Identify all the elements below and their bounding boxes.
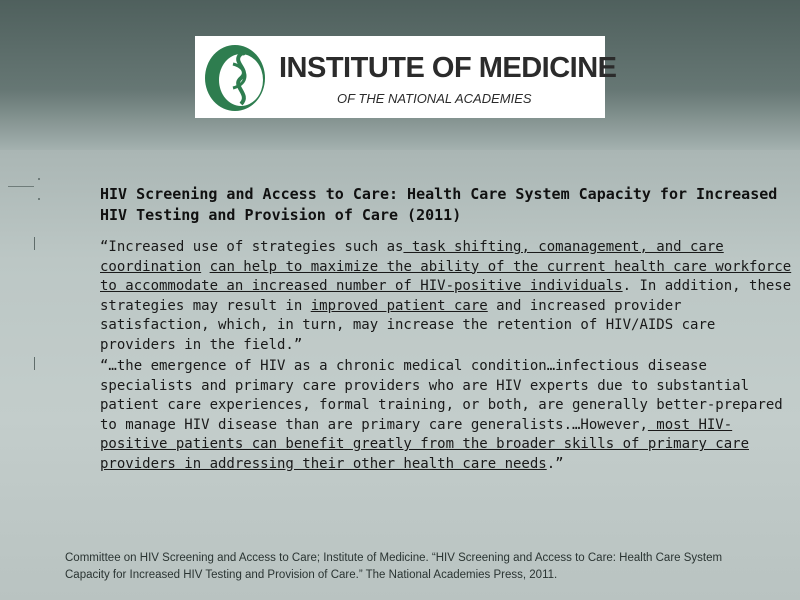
logo-title: INSTITUTE OF MEDICINE xyxy=(279,52,617,84)
quote-text: “…the emergence of HIV as a chronic medical condition…infectious disease specialists and primary care providers who are HIV experts due to substantial patient care experiences, formal training, or both, are generally better-prepared to manage HIV disease than are primary care generalists.…However, xyxy=(100,358,783,433)
quote-text xyxy=(201,259,209,275)
decorative-rule xyxy=(8,186,34,187)
citation: Committee on HIV Screening and Access to Care; Institute of Medicine. “HIV Screening and Access to Care: Health Care System Capacity for Increased HIV Testing and Provision of Care.” The National Academies Press, 2011. xyxy=(65,552,723,581)
quote-underlined-text: can help to maximize the ability of the current health care workforce to accommodate an increased number of HIV-positive individuals xyxy=(100,258,792,294)
decorative-dot xyxy=(38,198,40,200)
quote-underlined-text: task shifting, comanagement, and care coordination xyxy=(100,239,724,275)
caduceus-snake-emblem-icon xyxy=(201,40,273,114)
logo-subtitle: OF THE NATIONAL ACADEMIES xyxy=(337,91,532,106)
quote-text: and increased provider satisfaction, which, in turn, may increase the retention of HIV/AIDS care providers in the field.” xyxy=(100,297,716,353)
bullet-marker xyxy=(34,237,35,250)
quote-underlined-text: improved patient care xyxy=(310,297,488,314)
quote-block-2 xyxy=(100,357,792,474)
quote-underlined-text: most HIV-positive patients can benefit greatly from the broader skills of primary care providers in addressing their other health care needs xyxy=(100,416,750,472)
quote-text: . In addition, these strategies may result in xyxy=(100,278,792,314)
report-title: HIV Screening and Access to Care: Health Care System Capacity for Increased HIV Testing and Provision of Care (2011) xyxy=(100,185,778,224)
iom-logo xyxy=(195,36,617,118)
decorative-dot xyxy=(38,178,40,180)
bullet-marker xyxy=(34,357,35,370)
quote-block-1 xyxy=(100,238,792,355)
quote-text: .” xyxy=(546,455,564,472)
quote-text: “Increased use of strategies such as xyxy=(100,239,404,255)
